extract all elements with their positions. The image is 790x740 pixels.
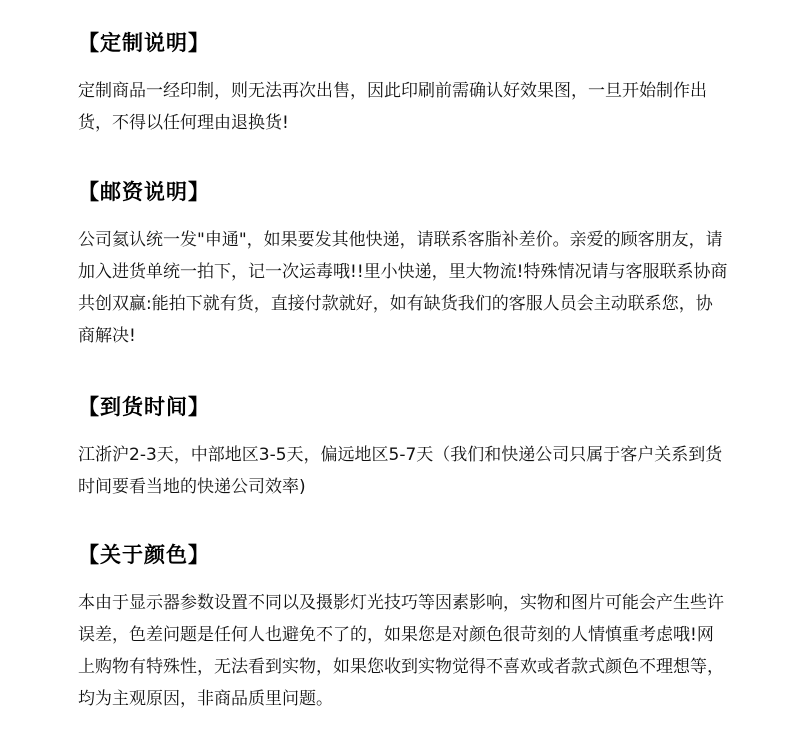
section-color: [78, 540, 728, 715]
section-heading: 【关于颜色】: [78, 543, 210, 567]
section-body: 公司氦认统一发"申通"，如果要发其他快递，请联系客脂补差价。亲爱的顾客朋友，请加入进货单统一拍下，记一次运毒哦!!里小快递，里大物流!特殊情况请与客服联系协商共创双赢:能拍下就有货，直接付款就好，如有缺货我们的客服人员会主动联系您，协商解决!: [78, 230, 728, 346]
section-body: 本由于显示器参数设置不同以及摄影灯光技巧等因素影响，实物和图片可能会产生些许误差，色差问题是任何人也避免不了的，如果您是对颜色很苛刻的人情慎重考虑哦!网上购物有特殊性，无法看到实物，如果您收到实物觉得不喜欢或者款式颜色不理想等，均为主观原因，非商品质里问题。: [78, 593, 724, 709]
section-body: 江浙沪2-3天，中部地区3-5天，偏远地区5-7天（我们和快递公司只属于客户关系到货时间要看当地的快递公司效率): [78, 445, 723, 497]
section-arrival-time: [78, 392, 728, 503]
section-heading: 【到货时间】: [78, 395, 210, 419]
section-heading: 【定制说明】: [78, 31, 210, 55]
section-body: 定制商品一经印制，则无法再次出售，因此印刷前需确认好效果图，一旦开始制作出货，不得以任何理由退换货!: [78, 81, 707, 133]
section-heading: 【邮资说明】: [78, 180, 210, 204]
section-customization: [78, 28, 728, 139]
section-postage: [78, 177, 728, 352]
